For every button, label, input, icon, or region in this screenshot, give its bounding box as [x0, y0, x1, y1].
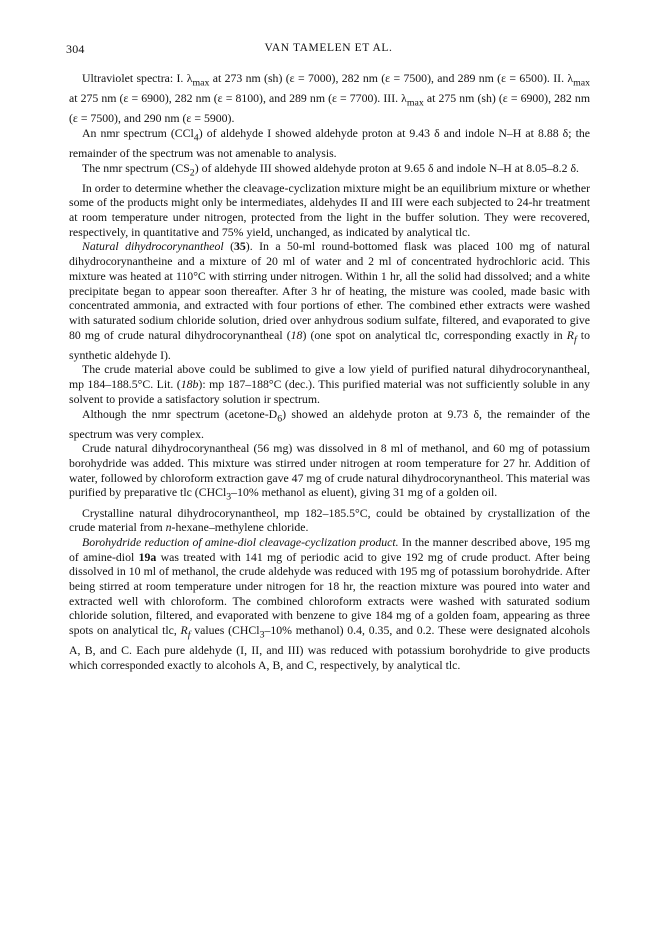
page-header — [66, 42, 591, 58]
paragraph-nmr-aldehyde-iii: The nmr spectrum $(CS_2)$ of aldehyde III showed aldehyde proton at 9.65 δ and indole N–H at 8.05–8.2 δ. — [82, 160, 579, 178]
paragraph-crystalline: Crystalline natural dihydrocorynantheol, mp 182–185.5°C, could be obtained by crystallization of the crude material from n-hexane–methylene chloride. — [69, 505, 590, 535]
paragraph-equilibrium-test: In order to determine whether the cleavage-cyclization mixture might be an equilibrium mixture or whether some of the products might only be intermediates, aldehydes II and III were each subjected to 24-hr treatment at room temperature under nitrogen, protected from the light in the buffer solution. They were recovered, respectively, in quantitative and 75% yield, unchanged, as indicated by analytical tlc. — [69, 180, 590, 239]
running-head: VAN TAMELEN ET AL. — [264, 42, 393, 54]
paragraph-sublimation: The crude material above could be sublimed to give a low yield of purified natural dihydrocorynantheal, mp 184–188.5°C. Lit. (18b): mp 187–188°C (dec.). This purified material was not sufficiently soluble in any solvent to provide a satisfactory solution ir spectrum. — [69, 362, 590, 406]
paragraph-borohydride-reduction: Borohydride reduction of amine-diol cleavage-cyclization product. In the manner described above, 195 mg of amine-diol 19a was treated with 141 mg of periodic acid to give 192 mg of crude product. After being dissolved in 10 ml of methanol, the crude aldehyde was reduced with 195 mg of potassium borohydride. After being stirred at room temperature under nitrogen for 18 hr, the reaction mixture was poured into water and extracted well with chloroform. The combined chloroform extracts were washed with saturated sodium chloride solution, filtered, and evaporated with benzene to give 184 mg of a golden foam, appearing as three spots on analytical tlc, $R_f$ values (CHCl$_3$–10% methanol) 0.4, 0.35, and 0.2. These were designated alcohols A, B, and C. Each pure aldehyde (I, II, and III) was reduced with potassium borohydride to give products which corresponded exactly to alcohols A, B, and C, respectively, by analytical tlc. — [69, 534, 591, 672]
paragraph-borohydride-crude: Crude natural dihydrocorynantheal (56 mg) was dissolved in 8 ml of methanol, and 60 mg of potassium borohydride was added. This mixture was stirred under nitrogen at room temperature for 27 hr. Addition of water, followed by chloroform extraction gave 47 mg of crude natural dihydrocorynantheol. This material was purified by preparative tlc (CHCl$_3$–10% methanol as eluent), giving 31 mg of a golden oil. — [69, 441, 590, 503]
page-number: 304 — [66, 42, 85, 56]
paragraph-natural-dihydrocorynantheol: Natural dihydrocorynantheol (35). In a 50-ml round-bottomed flask was placed 100 mg of natural dihydrocorynantheine and a mixture of 20 ml of water and 2 ml of concentrated hydrochloric acid. This mixture was heated at 110°C with stirring under nitrogen. Within 1 hr, all the solid had dissolved; and a white precipitate began to appear soon thereafter. After 3 hr of heating, the misture was cooled, made basic with concentrated ammonia, and extracted with four portions of ether. The combined ether extracts were washed with saturated sodium chloride solution, dried over anhydrous sodium sulfate, filtered, and evaporated to give 80 mg of crude natural dihydrocorynantheal (18) (one spot on analytical tlc, corresponding exactly in $R_f$ to synthetic aldehyde I). — [69, 239, 590, 362]
paragraph-nmr-acetone: Although the nmr spectrum $(acetone-D_6)$ showed an aldehyde proton at 9.73 δ, the remainder of the spectrum was very complex. — [69, 406, 591, 441]
body-text — [69, 71, 590, 673]
paragraph-nmr-aldehyde-i: An nmr spectrum (CCl$_4$) of aldehyde I showed aldehyde proton at 9.43 δ and indole N–H at 8.88 δ; the remainder of the spectrum was not amenable to analysis. — [69, 125, 590, 160]
paragraph-uv-spectra: Ultraviolet spectra: I. $\lambda_{max}$ at 273 nm (sh) (ε = 7000), 282 nm (ε = 7500), and 289 nm (ε = 6500). II. $\lambda_{max}$ at 275 nm (ε = 6900), 282 nm (ε = 8100), and 289 nm (ε = 7700). III. $\lambda_{max}$ at 275 nm (sh) (ε = 6900), 282 nm (ε = 7500), and 290 nm (ε = 5900). — [69, 71, 591, 126]
